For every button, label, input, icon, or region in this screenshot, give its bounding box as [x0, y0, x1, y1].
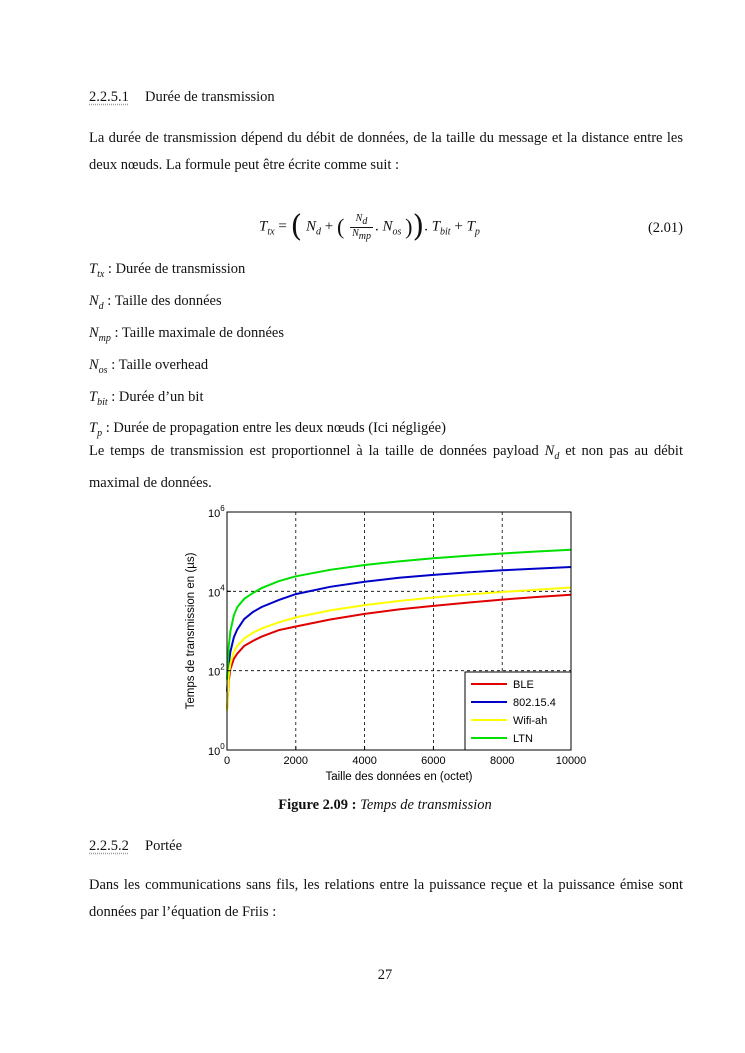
definitions-list [89, 256, 446, 447]
legend-label: 802.15.4 [513, 697, 556, 709]
definition-item: $N_{os}$ : Taille overhead [89, 356, 209, 376]
x-tick-label: 6000 [421, 755, 446, 767]
definition-item: $T_{tx}$ : Durée de transmission [89, 261, 246, 280]
y-tick-label: $10^0$ [208, 742, 225, 758]
intro-paragraph: La durée de transmission dépend du débit de données, de la taille du message et la distance entre les deux nœuds. La formule peut être écrite comme suit : [89, 130, 683, 173]
figure-caption [0, 797, 745, 814]
figure-label: Figure 2.09 : [278, 797, 357, 813]
section-title: Portée [145, 838, 183, 854]
x-tick-label: 4000 [352, 755, 377, 767]
equation-2-01 [89, 210, 683, 250]
figure-title: Temps de transmission [360, 797, 492, 813]
definition-item: $N_d$ : Taille des données [89, 292, 222, 312]
legend-label: LTN [513, 733, 533, 745]
legend-label: BLE [513, 679, 534, 691]
section-heading [89, 89, 275, 106]
x-tick-label: 0 [223, 755, 231, 767]
section-number: 2.2.5.1 [89, 89, 129, 105]
section-number: 2.2.5.2 [89, 838, 129, 854]
definition-item: $T_p$ : Durée de propagation entre les deux nœuds (Ici négligée) [89, 420, 446, 440]
page-number: 27 [377, 967, 393, 983]
x-tick-label: 8000 [489, 755, 515, 767]
x-tick-label: 10000 [555, 755, 587, 767]
x-axis-label: Taille des données en (octet) [325, 771, 473, 783]
friis-paragraph: Dans les communications sans fils, les relations entre la puissance reçue et la puissance émise sont données par l’équation de Friis : [89, 877, 683, 920]
equation-fraction: $\frac{N_d}{N_{mp}}$ [352, 212, 371, 242]
y-axis-label: Temps de transmission en (µs) [185, 552, 197, 710]
y-tick-label: $10^4$ [208, 583, 225, 600]
chart-svg [180, 498, 600, 788]
y-tick-label: $10^6$ [208, 504, 225, 520]
x-tick-label: 2000 [283, 755, 309, 767]
y-tick-label: $10^2$ [208, 662, 225, 679]
section-title: Durée de transmission [145, 89, 275, 105]
payload-paragraph: Le temps de transmission est proportionnel à la taille de données payload $N_d$ et non pas au débit maximal de données. [89, 443, 683, 491]
definition-item: $T_{bit}$ : Durée d’un bit [89, 388, 204, 408]
equation-number: (2.01) [647, 220, 683, 236]
section-heading [89, 838, 182, 855]
legend-label: Wifi-ah [513, 715, 548, 727]
transmission-time-chart [180, 498, 600, 788]
definition-item: $N_{mp}$ : Taille maximale de données [89, 324, 284, 344]
equation-formula: $T_{tx}$ = ( $N_d$ + ( $\frac{N_d}{N_{mp}}$ . $N_{os}$ )). $T_{bit} + T_p$ [259, 209, 480, 244]
